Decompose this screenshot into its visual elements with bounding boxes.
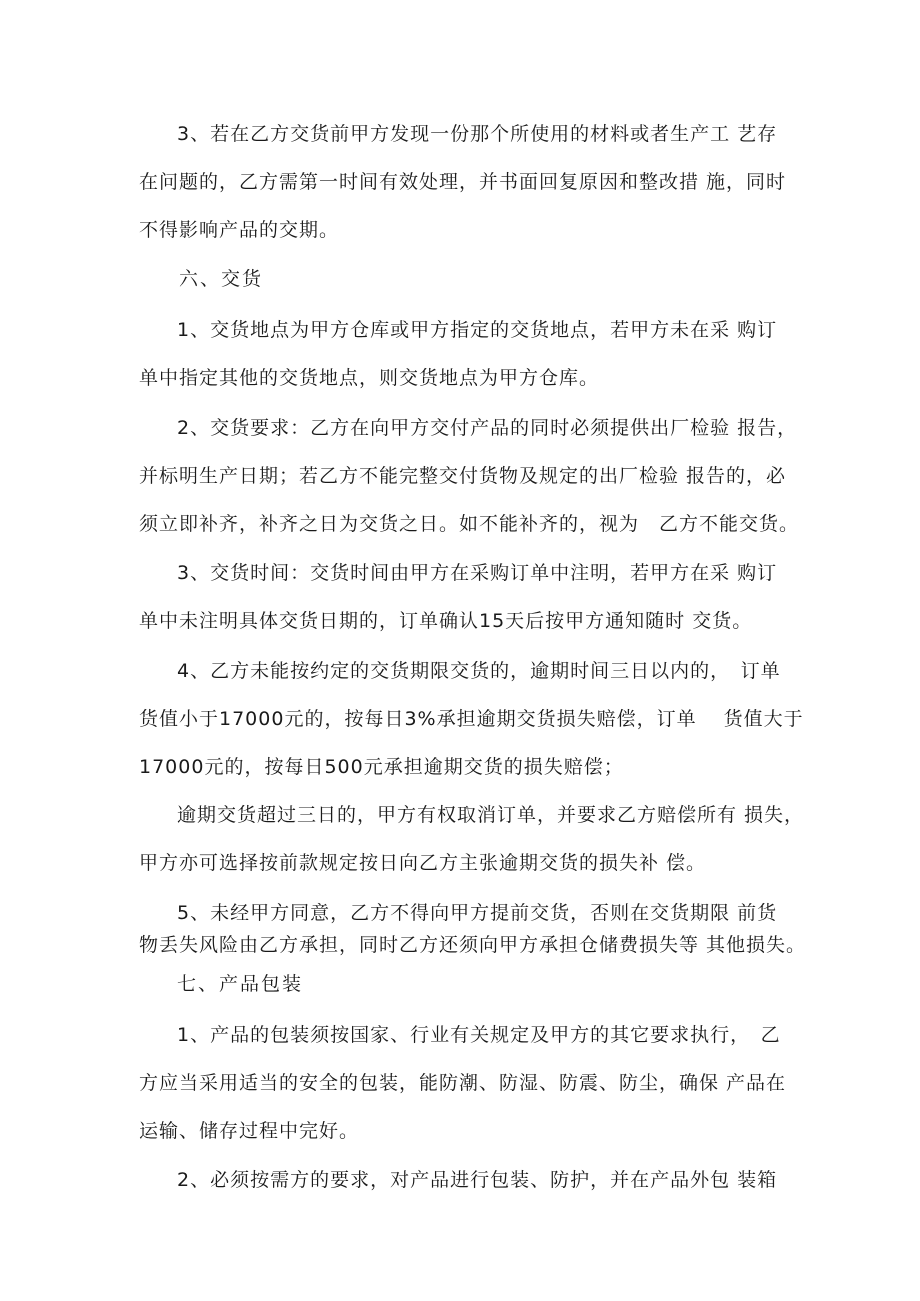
paragraph-line: 4、乙方未能按约定的交货期限交货的，逾期时间三日以内的， 订单 <box>177 660 781 682</box>
paragraph-line: 须立即补齐，补齐之日为交货之日。如不能补齐的，视为 乙方不能交货。 <box>139 513 800 535</box>
paragraph-line: 单中指定其他的交货地点，则交货地点为甲方仓库。 <box>139 367 600 389</box>
paragraph-line: 并标明生产日期；若乙方不能完整交付货物及规定的出厂检验 报告的，必 <box>139 465 787 487</box>
paragraph-line: 方应当采用适当的安全的包装，能防潮、防湿、防震、防尘，确保 产品在 <box>139 1072 787 1094</box>
paragraph-line: 货值小于17000元的，按每日3%承担逾期交货损失赔偿，订单 货值大于 <box>139 708 804 730</box>
paragraph-line: 17000元的，按每日500元承担逾期交货的损失赔偿； <box>139 756 624 778</box>
paragraph-line: 5、未经甲方同意，乙方不得向甲方提前交货，否则在交货期限 前货 <box>177 902 778 924</box>
paragraph-line: 3、若在乙方交货前甲方发现一份那个所使用的材料或者生产工 艺存 <box>177 123 778 145</box>
paragraph-line: 3、交货时间：交货时间由甲方在采购订单中注明，若甲方在采 购订 <box>177 562 778 584</box>
paragraph-line: 2、必须按需方的要求，对产品进行包装、防护，并在产品外包 装箱 <box>177 1169 778 1191</box>
paragraph-line: 1、交货地点为甲方仓库或甲方指定的交货地点，若甲方未在采 购订 <box>177 319 778 341</box>
paragraph-line: 物丢失风险由乙方承担，同时乙方还须向甲方承担仓储费损失等 其他损失。 <box>139 934 807 956</box>
paragraph-line: 在问题的，乙方需第一时间有效处理，并书面回复原因和整改措 施，同时 <box>139 171 787 193</box>
paragraph-line: 不得影响产品的交期。 <box>139 219 340 241</box>
section-heading-packaging: 七、产品包装 <box>177 973 304 995</box>
paragraph-line: 甲方亦可选择按前款规定按日向乙方主张逾期交货的损失补 偿。 <box>139 852 707 874</box>
paragraph-line: 运输、储存过程中完好。 <box>139 1120 360 1142</box>
section-heading-delivery: 六、交货 <box>179 268 264 290</box>
paragraph-line: 单中未注明具体交货日期的，订单确认15天后按甲方通知随时 交货。 <box>139 610 753 632</box>
paragraph-line: 2、交货要求：乙方在向甲方交付产品的同时必须提供出厂检验 报告， <box>177 417 798 439</box>
paragraph-line: 逾期交货超过三日的，甲方有权取消订单，并要求乙方赔偿所有 损失， <box>177 804 805 826</box>
paragraph-line: 1、产品的包装须按国家、行业有关规定及甲方的其它要求执行， 乙 <box>177 1024 781 1046</box>
